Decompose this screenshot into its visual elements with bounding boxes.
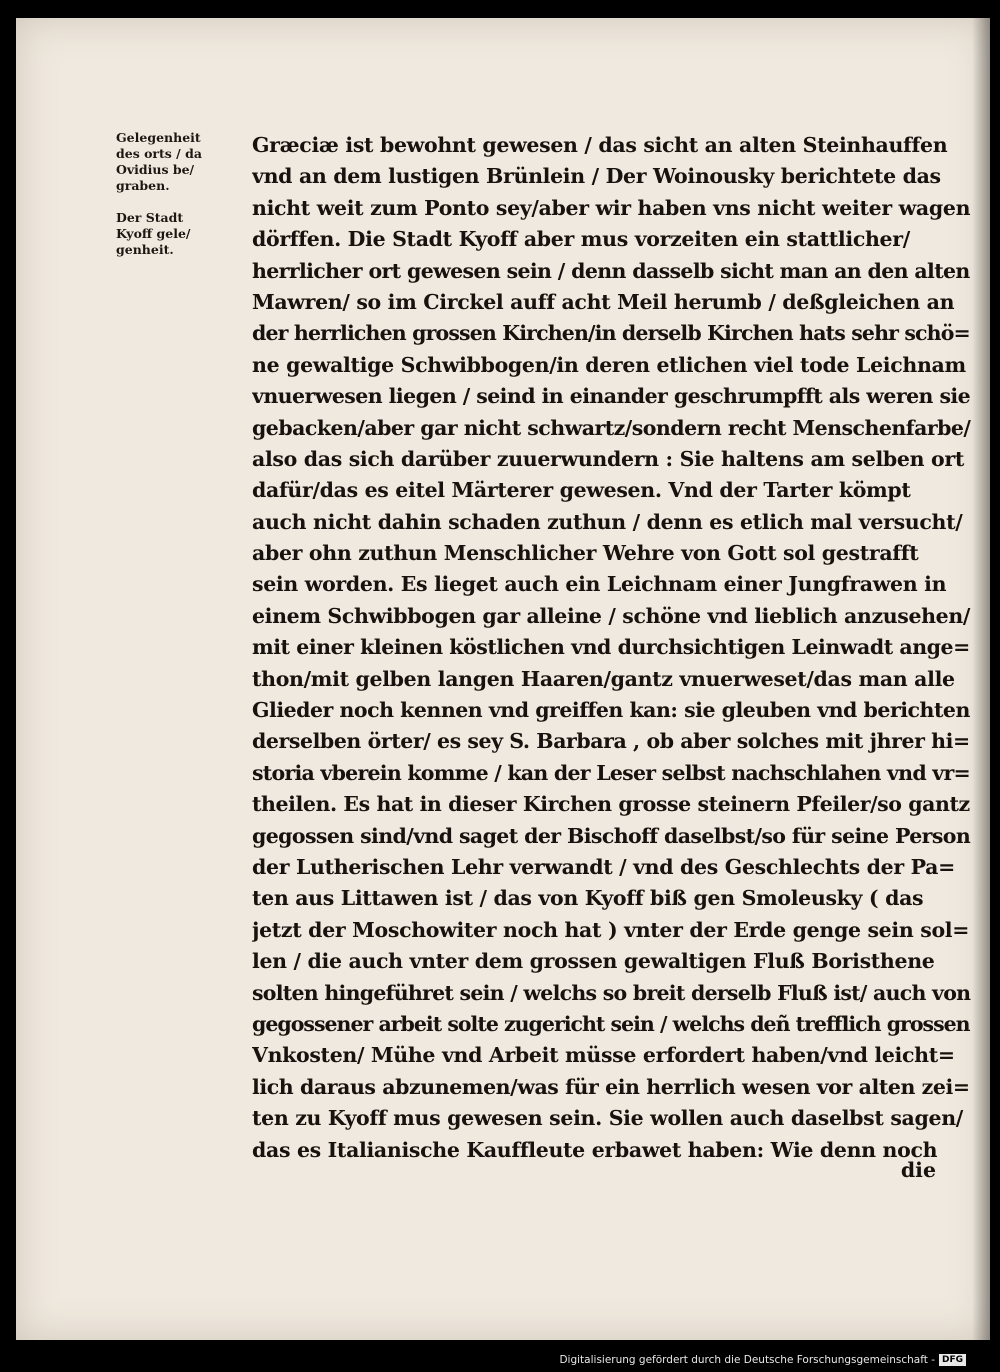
text-line: thon/mit gelben langen Haaren/gantz vnuerweset/das man alle [252, 666, 955, 691]
text-line: theilen. Es hat in dieser Kirchen grosse steinern Pfeiler/so gantz [252, 792, 970, 817]
text-line: auch nicht dahin schaden zuthun / denn es etlich mal versucht/ [252, 509, 963, 534]
digitization-footer [559, 1354, 966, 1366]
text-line: das es Italianische Kauffleute erbawet haben: Wie denn noch [252, 1137, 938, 1162]
text-line: dafür/das es eitel Märterer gewesen. Vnd der Tarter kömpt [252, 478, 911, 503]
text-line: gegossen sind/vnd saget der Bischoff daselbst/so für seine Person [252, 823, 971, 848]
body-text [252, 130, 972, 1166]
text-line: gegossener arbeit solte zugericht sein / welchs deñ trefflich grossen [252, 1011, 970, 1036]
marginal-note-line: Gelegenheit [116, 130, 201, 145]
text-line: Græciæ ist bewohnt gewesen / das sicht an alten Steinhauffen [252, 133, 948, 157]
text-line: Vnkosten/ Mühe vnd Arbeit müsse erfordert haben/vnd leicht= [252, 1043, 955, 1068]
text-line: gebacken/aber gar nicht schwartz/sondern recht Menschenfarbe/ [252, 415, 971, 440]
text-line: len / die auch vnter dem grossen gewaltigen Fluß Boristhene [252, 949, 935, 974]
text-line: der Lutherischen Lehr verwandt / vnd des Geschlechts der Pa= [252, 854, 955, 879]
marginal-note-line: Der Stadt [116, 210, 184, 225]
text-line: ne gewaltige Schwibbogen/in deren etlichen viel tode Leichnam [252, 352, 966, 377]
text-line: vnd an dem lustigen Brünlein / Der Woinousky berichtete das [252, 164, 941, 189]
text-line: mit einer kleinen köstlichen vnd durchsichtigen Leinwadt ange= [252, 635, 970, 660]
text-line: Mawren/ so im Circkel auff acht Meil herumb / deßgleichen an [252, 289, 955, 314]
marginal-note [116, 130, 248, 194]
footer-credit-text: Digitalisierung gefördert durch die Deutsche Forschungsgemeinschaft - [559, 1354, 935, 1366]
text-line: vnuerwesen liegen / seind in einander geschrumpfft als weren sie [252, 384, 971, 409]
marginal-note-line: Ovidius be/ [116, 162, 195, 177]
text-line: ten aus Littawen ist / das von Kyoff biß gen Smoleusky ( das [252, 886, 924, 911]
text-line: also das sich darüber zuuerwundern : Sie haltens am selben ort [252, 446, 964, 471]
text-line: herrlicher ort gewesen sein / denn dasselb sicht man an den alten [252, 258, 970, 283]
marginal-notes [116, 130, 248, 274]
text-line: jetzt der Moschowiter noch hat ) vnter der Erde genge sein sol= [252, 917, 970, 942]
text-line: nicht weit zum Ponto sey/aber wir haben vns nicht weiter wagen [252, 195, 971, 220]
text-line: ten zu Kyoff mus gewesen sein. Sie wollen auch daselbst sagen/ [252, 1106, 963, 1131]
marginal-note-line: des orts / da [116, 146, 202, 161]
text-line: derselben örter/ es sey S. Barbara , ob aber solches mit jhrer hi= [252, 729, 970, 754]
text-line: sein worden. Es lieget auch ein Leichnam einer Jungfrawen in [252, 572, 947, 597]
text-line: der herrlichen grossen Kirchen/in derselb Kirchen hats sehr schö= [252, 321, 970, 346]
text-line: einem Schwibbogen gar alleine / schöne vnd lieblich anzusehen/ [252, 603, 971, 628]
marginal-note-line: graben. [116, 178, 170, 193]
marginal-note-line: genheit. [116, 242, 174, 257]
text-line: storia vberein komme / kan der Leser selbst nachschlahen vnd vr= [252, 760, 970, 785]
text-line: dörffen. Die Stadt Kyoff aber mus vorzeiten ein stattlicher/ [252, 227, 910, 252]
text-line: aber ohn zuthun Menschlicher Wehre von Gott sol gestrafft [252, 541, 919, 566]
catchword: die [900, 1158, 936, 1182]
text-line: lich daraus abzunemen/was für ein herrlich wesen vor alten zei= [252, 1074, 970, 1099]
text-line: solten hingeführet sein / welchs so breit derselb Fluß ist/ auch von [252, 980, 971, 1005]
book-page [16, 18, 990, 1340]
text-line: Glieder noch kennen vnd greiffen kan: sie gleuben vnd berichten [252, 698, 970, 723]
marginal-note-line: Kyoff gele/ [116, 226, 191, 241]
dfg-logo: DFG [939, 1354, 966, 1366]
marginal-note [116, 210, 248, 258]
